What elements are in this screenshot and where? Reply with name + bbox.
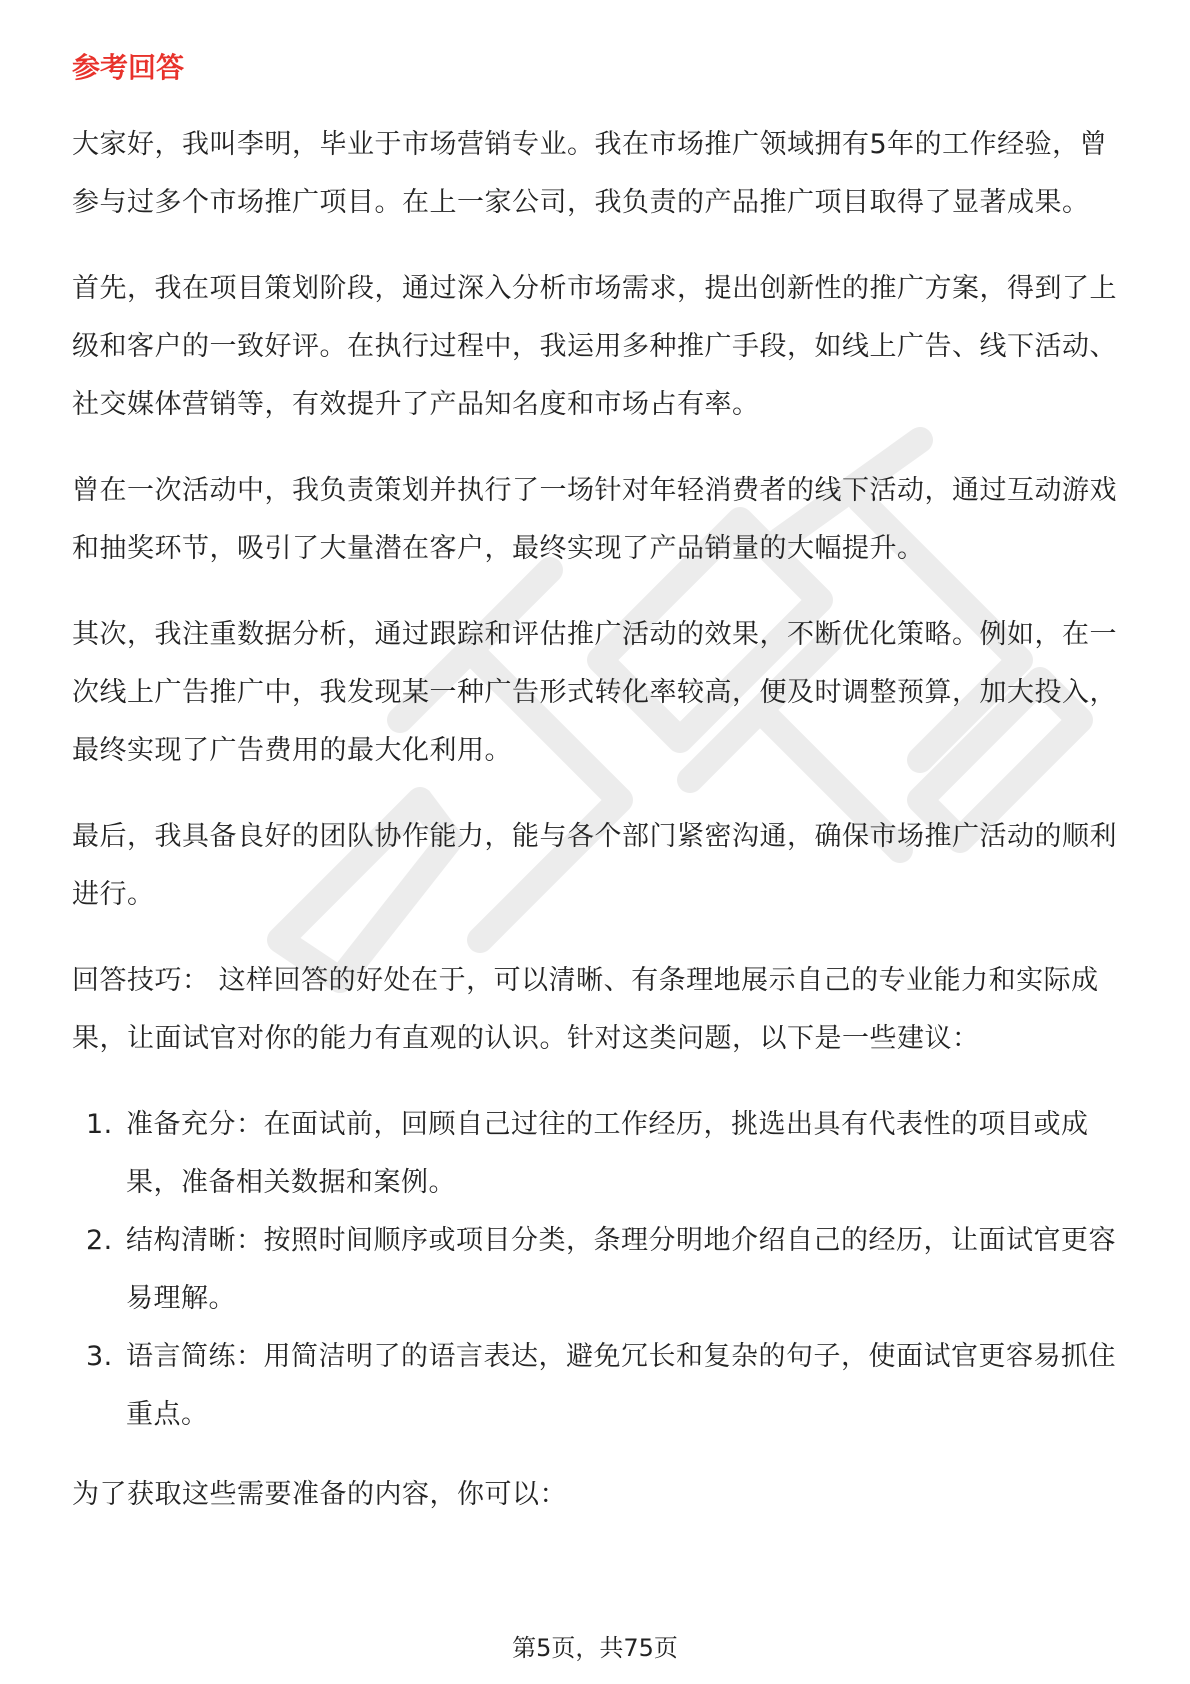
list-item — [72, 1212, 1132, 1328]
page-footer: 第5页，共75页 — [512, 1634, 678, 1662]
document-content — [72, 48, 1132, 1552]
paragraph-closing: 为了获取这些需要准备的内容，你可以： — [72, 1479, 567, 1510]
paragraph-last: 最后，我具备良好的团队协作能力，能与各个部门紧密沟通，确保市场推广活动的顺利进行。 — [72, 821, 1117, 910]
paragraph-first: 首先，我在项目策划阶段，通过深入分析市场需求，提出创新性的推广方案，得到了上级和客户的一致好评。在执行过程中，我运用多种推广手段，如线上广告、线下活动、社交媒体营销等，有效提升了产品知名度和市场占有率。 — [72, 273, 1117, 420]
list-item-text: 语言简练：用简洁明了的语言表达，避免冗长和复杂的句子，使面试官更容易抓住重点。 — [126, 1341, 1116, 1430]
list-item-text: 准备充分：在面试前，回顾自己过往的工作经历，挑选出具有代表性的项目或成果，准备相关数据和案例。 — [126, 1109, 1089, 1198]
paragraph-tips-intro: 回答技巧： 这样回答的好处在于，可以清晰、有条理地展示自己的专业能力和实际成果，让面试官对你的能力有直观的认识。针对这类问题，以下是一些建议： — [72, 965, 1099, 1054]
paragraph-intro: 大家好，我叫李明，毕业于市场营销专业。我在市场推广领域拥有5年的工作经验，曾参与过多个市场推广项目。在上一家公司，我负责的产品推广项目取得了显著成果。 — [72, 129, 1108, 218]
list-item-number: 1. — [86, 1109, 113, 1140]
list-item-number: 3. — [86, 1341, 113, 1372]
paragraph-second: 其次，我注重数据分析，通过跟踪和评估推广活动的效果，不断优化策略。例如，在一次线上广告推广中，我发现某一种广告形式转化率较高，便及时调整预算，加大投入，最终实现了广告费用的最大化利用。 — [72, 619, 1117, 766]
list-item — [72, 1328, 1132, 1444]
list-item-text: 结构清晰：按照时间顺序或项目分类，条理分明地介绍自己的经历，让面试官更容易理解。 — [126, 1225, 1116, 1314]
tips-list — [72, 1096, 1132, 1444]
list-item-number: 2. — [86, 1225, 113, 1256]
paragraph-activity: 曾在一次活动中，我负责策划并执行了一场针对年轻消费者的线下活动，通过互动游戏和抽奖环节，吸引了大量潜在客户，最终实现了产品销量的大幅提升。 — [72, 475, 1117, 564]
section-title: 参考回答 — [72, 51, 185, 84]
list-item — [72, 1096, 1132, 1212]
